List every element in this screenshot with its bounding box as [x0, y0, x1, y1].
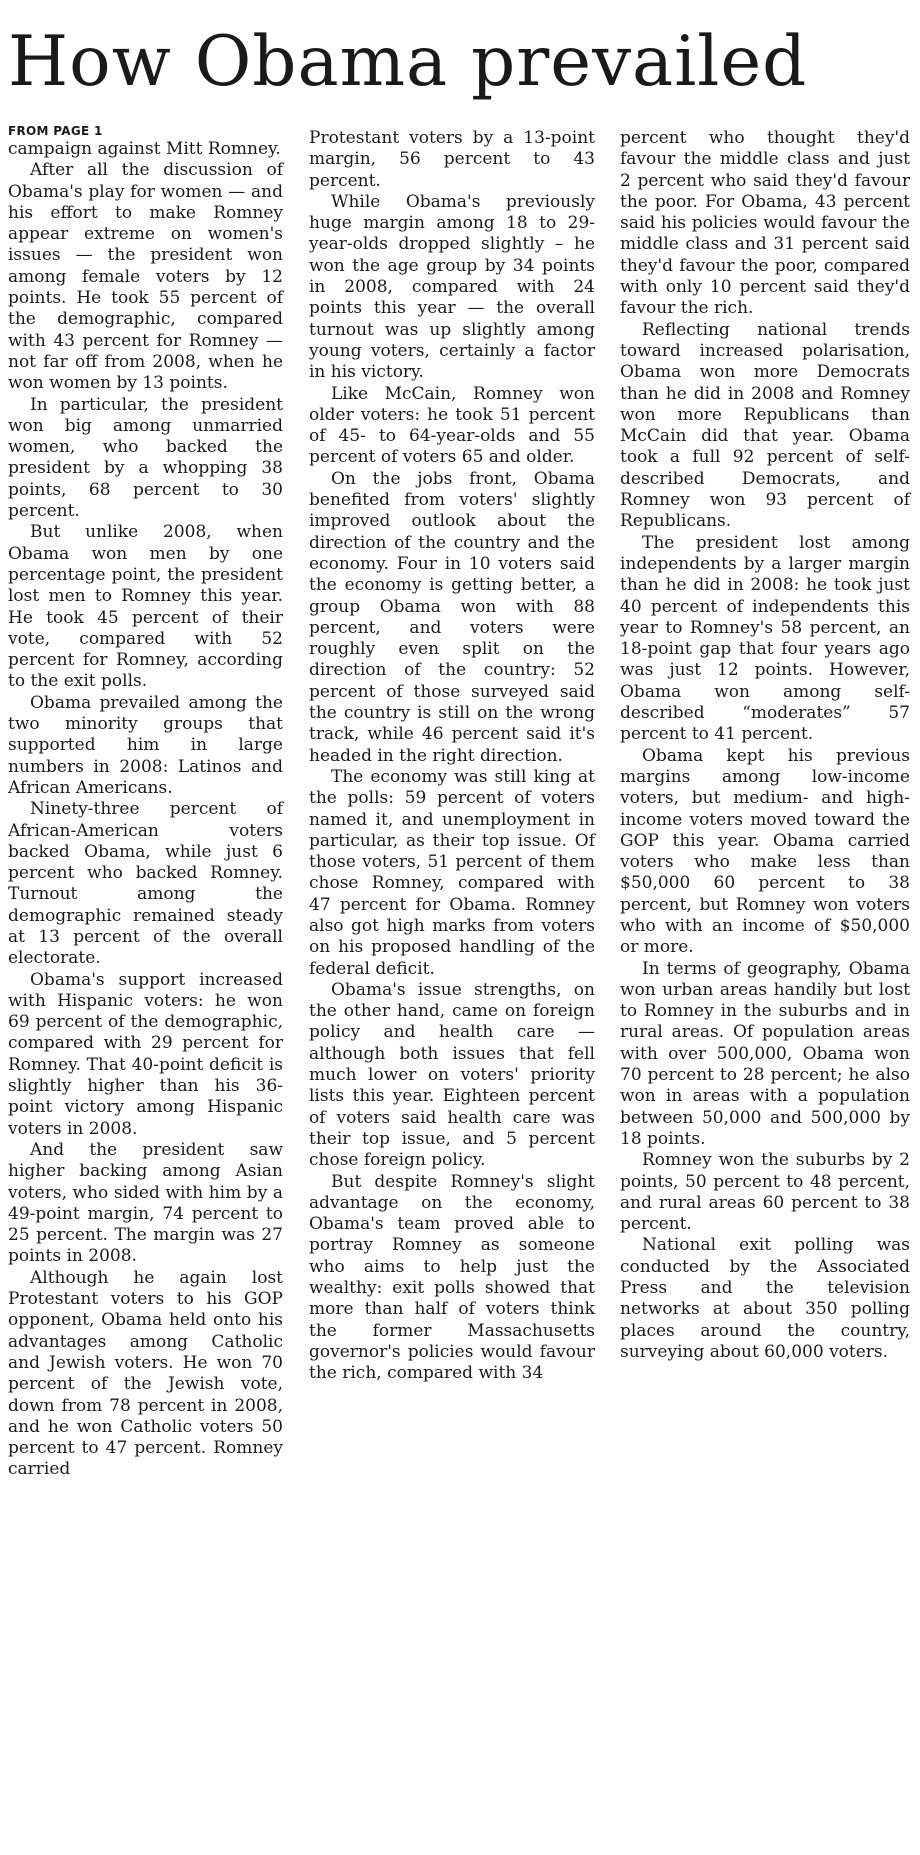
paragraph: While Obama's previously huge margin among 18 to 29-year-olds dropped slightly – he won the age group by 34 points in 2008, compared with 24 points this year — the overall turnout was up slightly among young voters, certainly a factor in his victory.	[309, 191, 595, 383]
paragraph: campaign against Mitt Romney.	[8, 139, 281, 159]
column-1	[8, 124, 283, 1481]
paragraph: National exit polling was conducted by the Associated Press and the television networks at about 350 polling places around the country, surveying about 60,000 voters.	[620, 1235, 910, 1362]
paragraph: Ninety-three percent of African-American voters backed Obama, while just 6 percent who backed Romney. Turnout among the demographic remained steady at 13 percent of the overall electorate.	[8, 799, 283, 969]
paragraph: But unlike 2008, when Obama won men by one percentage point, the president lost men to Romney this year. He took 45 percent of their vote, compared with 52 percent for Romney, according to the exit polls.	[8, 522, 283, 692]
paragraph: percent who thought they'd favour the middle class and just 2 percent who said they'd favour the poor. For Obama, 43 percent said his policies would favour the middle class and 31 percent said they'd favour the poor, compared with only 10 percent said they'd favour the rich.	[620, 128, 910, 319]
column-2	[309, 128, 595, 1385]
paragraph: Obama's issue strengths, on the other hand, came on foreign policy and health care — although both issues that fell much lower on voters' priority lists this year. Eighteen percent of voters said health care was their top issue, and 5 percent chose foreign policy.	[309, 979, 595, 1171]
paragraph: But despite Romney's slight advantage on the economy, Obama's team proved able to portray Romney as someone who aims to help just the wealthy: exit polls showed that more than half of voters think the former Massachusetts governor's policies would favour the rich, compared with 34	[309, 1171, 595, 1384]
paragraph: Romney won the suburbs by 2 points, 50 percent to 48 percent, and rural areas 60 percent to 38 percent.	[620, 1150, 910, 1235]
kicker: FROM PAGE 1	[8, 124, 103, 138]
paragraph: The president lost among independents by a larger margin than he did in 2008: he took just 40 percent of independents this year to Romney's 58 percent, an 18-point gap that four years ago was just 12 points. However, Obama won among self-described “moderates” 57 percent to 41 percent.	[620, 532, 910, 745]
paragraph: Reflecting national trends toward increased polarisation, Obama won more Democrats than he did in 2008 and Romney won more Republicans than McCain did that year. Obama took a full 92 percent of self-described Democrats, and Romney won 93 percent of Republicans.	[620, 319, 910, 532]
paragraph: Obama prevailed among the two minority groups that supported him in large numbers in 2008: Latinos and African Americans.	[8, 692, 283, 798]
headline: How Obama prevailed	[8, 22, 808, 102]
paragraph: After all the discussion of Obama's play for women — and his effort to make Romney appear extreme on women's issues — the president won among female voters by 12 points. He took 55 percent of the demographic, compared with 43 percent for Romney — not far off from 2008, when he won women by 13 points.	[8, 160, 283, 394]
paragraph: The economy was still king at the polls: 59 percent of voters named it, and unemployment in particular, as their top issue. Of those voters, 51 percent of them chose Romney, compared with 47 percent for Obama. Romney also got high marks from voters on his proposed handling of the federal deficit.	[309, 766, 595, 979]
paragraph: Although he again lost Protestant voters to his GOP opponent, Obama held onto his advantages among Catholic and Jewish voters. He won 70 percent of the Jewish vote, down from 78 percent in 2008, and he won Catholic voters 50 percent to 47 percent. Romney carried	[8, 1267, 283, 1480]
paragraph: Obama kept his previous margins among low-income voters, but medium- and high-income voters moved toward the GOP this year. Obama carried voters who make less than $50,000 60 percent to 38 percent, but Romney won voters who with an income of $50,000 or more.	[620, 745, 910, 958]
paragraph: In particular, the president won big among unmarried women, who backed the president by a whopping 38 points, 68 percent to 30 percent.	[8, 394, 283, 522]
paragraph: Obama's support increased with Hispanic voters: he won 69 percent of the demographic, compared with 29 percent for Romney. That 40-point deficit is slightly higher than his 36-point victory among Hispanic voters in 2008.	[8, 969, 283, 1139]
paragraph: Protestant voters by a 13-point margin, 56 percent to 43 percent.	[309, 128, 595, 191]
paragraph: In terms of geography, Obama won urban areas handily but lost to Romney in the suburbs and in rural areas. Of population areas with over 500,000, Obama won 70 percent to 28 percent; he also won in areas with a population between 50,000 and 500,000 by 18 points.	[620, 958, 910, 1149]
column-3	[620, 128, 910, 1363]
paragraph: On the jobs front, Obama benefited from voters' slightly improved outlook about the direction of the country and the economy. Four in 10 voters said the economy is getting better, a group Obama won with 88 percent, and voters were roughly even split on the direction of the country: 52 percent of those surveyed said the country is still on the wrong track, while 46 percent said it's headed in the right direction.	[309, 468, 595, 766]
paragraph: Like McCain, Romney won older voters: he took 51 percent of 45- to 64-year-olds and 55 percent of voters 65 and older.	[309, 383, 595, 468]
paragraph: And the president saw higher backing among Asian voters, who sided with him by a 49-point margin, 74 percent to 25 percent. The margin was 27 points in 2008.	[8, 1139, 283, 1267]
